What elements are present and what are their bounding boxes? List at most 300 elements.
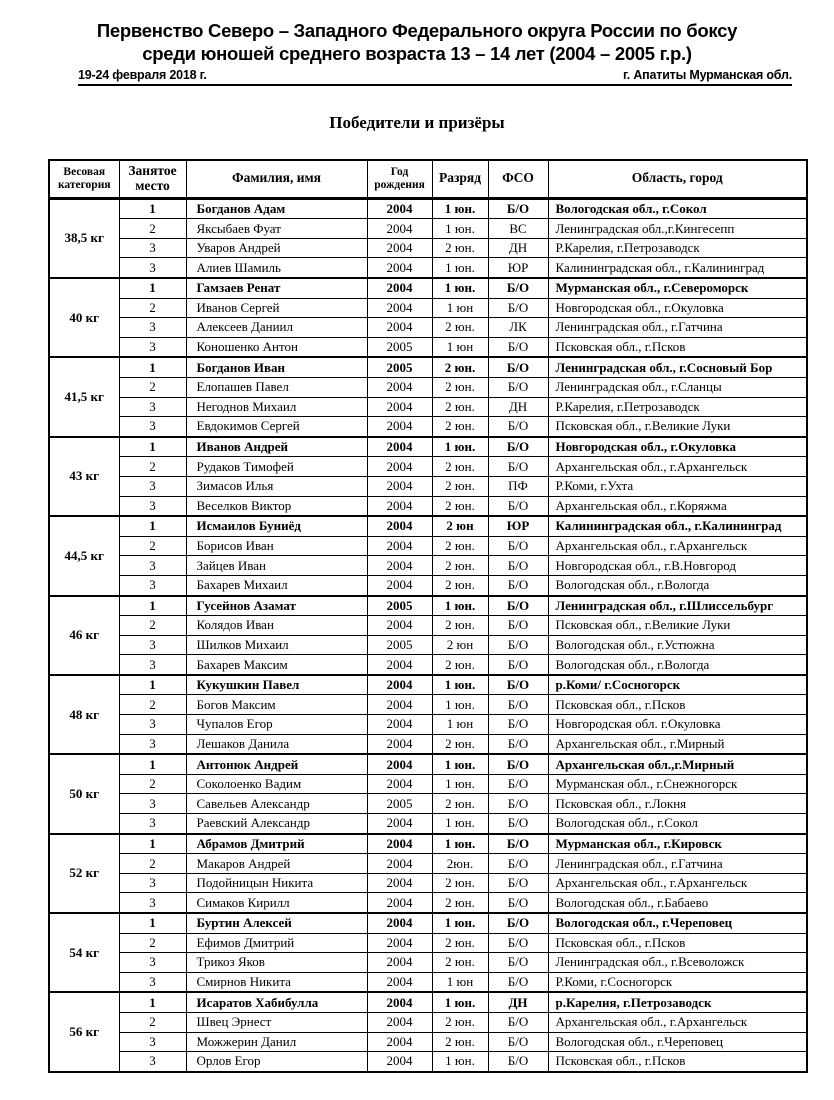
rank-cell: 2 юн. [432, 873, 488, 893]
fso-cell: Б/О [488, 278, 548, 298]
rank-cell: 1 юн. [432, 1052, 488, 1072]
column-header: Разряд [432, 160, 488, 198]
fso-cell: Б/О [488, 734, 548, 754]
athlete-name-cell: Антонюк Андрей [186, 754, 367, 774]
rank-cell: 1 юн. [432, 278, 488, 298]
fso-cell: Б/О [488, 953, 548, 973]
date-location-line [78, 68, 792, 86]
athlete-name-cell: Алексеев Даниил [186, 318, 367, 338]
place-cell: 3 [119, 893, 186, 913]
result-row [49, 397, 807, 417]
result-row [49, 893, 807, 913]
birth-year-cell: 2004 [367, 457, 432, 477]
rank-cell: 2 юн. [432, 556, 488, 576]
fso-cell: Б/О [488, 655, 548, 675]
fso-cell: Б/О [488, 457, 548, 477]
birth-year-cell: 2004 [367, 893, 432, 913]
place-cell: 3 [119, 238, 186, 258]
column-header: Область, город [548, 160, 807, 198]
rank-cell: 1 юн [432, 298, 488, 318]
region-city-cell: р.Карелия, г.Петрозаводск [548, 992, 807, 1012]
fso-cell: Б/О [488, 754, 548, 774]
birth-year-cell: 2004 [367, 318, 432, 338]
birth-year-cell: 2004 [367, 437, 432, 457]
region-city-cell: Вологодская обл., г.Бабаево [548, 893, 807, 913]
weight-group [49, 198, 807, 278]
region-city-cell: Вологодская обл., г.Вологда [548, 655, 807, 675]
result-row [49, 318, 807, 338]
fso-cell: Б/О [488, 377, 548, 397]
region-city-cell: Ленинградская обл., г.Сосновый Бор [548, 357, 807, 377]
birth-year-cell: 2004 [367, 933, 432, 953]
fso-cell: Б/О [488, 1052, 548, 1072]
birth-year-cell: 2004 [367, 278, 432, 298]
fso-cell: Б/О [488, 893, 548, 913]
place-cell: 1 [119, 357, 186, 377]
place-cell: 3 [119, 734, 186, 754]
athlete-name-cell: Уваров Андрей [186, 238, 367, 258]
place-cell: 1 [119, 834, 186, 854]
weight-group [49, 913, 807, 992]
fso-cell: Б/О [488, 854, 548, 874]
result-row [49, 198, 807, 219]
region-city-cell: Ленинградская обл., г.Шлиссельбург [548, 596, 807, 616]
rank-cell: 2юн. [432, 854, 488, 874]
birth-year-cell: 2004 [367, 476, 432, 496]
region-city-cell: Вологодская обл., г.Череповец [548, 1032, 807, 1052]
place-cell: 3 [119, 655, 186, 675]
fso-cell: Б/О [488, 675, 548, 695]
table-header-row [49, 160, 807, 198]
weight-group [49, 834, 807, 913]
region-city-cell: Псковская обл., г.Псков [548, 1052, 807, 1072]
place-cell: 3 [119, 635, 186, 655]
region-city-cell: Архангельская обл., г.Архангельск [548, 1012, 807, 1032]
birth-year-cell: 2004 [367, 814, 432, 834]
place-cell: 3 [119, 1032, 186, 1052]
fso-cell: ЮР [488, 516, 548, 536]
result-row [49, 596, 807, 616]
athlete-name-cell: Бахарев Максим [186, 655, 367, 675]
fso-cell: Б/О [488, 774, 548, 794]
place-cell: 1 [119, 278, 186, 298]
place-cell: 2 [119, 616, 186, 636]
rank-cell: 2 юн. [432, 616, 488, 636]
column-header: Занятое место [119, 160, 186, 198]
place-cell: 3 [119, 814, 186, 834]
region-city-cell: Р.Коми, г.Сосногорск [548, 972, 807, 992]
weight-group [49, 278, 807, 357]
birth-year-cell: 2004 [367, 397, 432, 417]
fso-cell: Б/О [488, 695, 548, 715]
rank-cell: 1 юн. [432, 695, 488, 715]
rank-cell: 2 юн. [432, 318, 488, 338]
fso-cell: Б/О [488, 596, 548, 616]
athlete-name-cell: Алиев Шамиль [186, 258, 367, 278]
rank-cell: 2 юн. [432, 933, 488, 953]
birth-year-cell: 2004 [367, 238, 432, 258]
rank-cell: 2 юн. [432, 893, 488, 913]
region-city-cell: Р.Карелия, г.Петрозаводск [548, 238, 807, 258]
fso-cell: Б/О [488, 873, 548, 893]
place-cell: 2 [119, 536, 186, 556]
birth-year-cell: 2004 [367, 655, 432, 675]
region-city-cell: Архангельская обл., г.Архангельск [548, 536, 807, 556]
result-row [49, 496, 807, 516]
result-row [49, 357, 807, 377]
region-city-cell: р.Коми/ г.Сосногорск [548, 675, 807, 695]
region-city-cell: Архангельская обл., г.Мирный [548, 734, 807, 754]
birth-year-cell: 2004 [367, 754, 432, 774]
result-row [49, 734, 807, 754]
region-city-cell: Вологодская обл., г.Сокол [548, 814, 807, 834]
birth-year-cell: 2004 [367, 298, 432, 318]
athlete-name-cell: Смирнов Никита [186, 972, 367, 992]
fso-cell: ДН [488, 992, 548, 1012]
region-city-cell: Ленинградская обл., г.Гатчина [548, 318, 807, 338]
weight-group [49, 437, 807, 516]
birth-year-cell: 2004 [367, 377, 432, 397]
place-cell: 1 [119, 992, 186, 1012]
fso-cell: ЛК [488, 318, 548, 338]
athlete-name-cell: Веселков Виктор [186, 496, 367, 516]
place-cell: 1 [119, 596, 186, 616]
region-city-cell: Вологодская обл., г.Череповец [548, 913, 807, 933]
birth-year-cell: 2004 [367, 516, 432, 536]
place-cell: 3 [119, 575, 186, 595]
athlete-name-cell: Соколоенко Вадим [186, 774, 367, 794]
column-header: Фамилия, имя [186, 160, 367, 198]
birth-year-cell: 2005 [367, 357, 432, 377]
birth-year-cell: 2004 [367, 417, 432, 437]
result-row [49, 437, 807, 457]
fso-cell: ДН [488, 397, 548, 417]
rank-cell: 1 юн. [432, 814, 488, 834]
result-row [49, 337, 807, 357]
place-cell: 3 [119, 318, 186, 338]
place-cell: 1 [119, 675, 186, 695]
fso-cell: Б/О [488, 575, 548, 595]
athlete-name-cell: Гусейнов Азамат [186, 596, 367, 616]
title-line-1: Первенство Северо – Западного Федерального округа России по боксу [96, 20, 738, 41]
birth-year-cell: 2004 [367, 1052, 432, 1072]
fso-cell: ПФ [488, 476, 548, 496]
rank-cell: 2 юн [432, 635, 488, 655]
athlete-name-cell: Исаратов Хабибулла [186, 992, 367, 1012]
event-dates: 19-24 февраля 2018 г. [78, 68, 207, 83]
region-city-cell: Псковская обл., г.Локня [548, 794, 807, 814]
athlete-name-cell: Буртин Алексей [186, 913, 367, 933]
weight-group [49, 357, 807, 436]
document-page [0, 20, 834, 1073]
birth-year-cell: 2004 [367, 675, 432, 695]
region-city-cell: Архангельская обл., г.Коряжма [548, 496, 807, 516]
rank-cell: 2 юн. [432, 357, 488, 377]
rank-cell: 1 юн. [432, 913, 488, 933]
region-city-cell: Псковская обл., г.Великие Луки [548, 616, 807, 636]
athlete-name-cell: Колядов Иван [186, 616, 367, 636]
results-table [48, 159, 808, 1073]
place-cell: 1 [119, 437, 186, 457]
athlete-name-cell: Елопашев Павел [186, 377, 367, 397]
result-row [49, 754, 807, 774]
result-row [49, 575, 807, 595]
fso-cell: Б/О [488, 337, 548, 357]
result-row [49, 536, 807, 556]
region-city-cell: Р.Карелия, г.Петрозаводск [548, 397, 807, 417]
athlete-name-cell: Негоднов Михаил [186, 397, 367, 417]
birth-year-cell: 2004 [367, 774, 432, 794]
result-row [49, 377, 807, 397]
region-city-cell: Мурманская обл., г.Североморск [548, 278, 807, 298]
fso-cell: Б/О [488, 1032, 548, 1052]
region-city-cell: Псковская обл., г.Псков [548, 695, 807, 715]
rank-cell: 2 юн. [432, 536, 488, 556]
place-cell: 1 [119, 754, 186, 774]
athlete-name-cell: Швец Эрнест [186, 1012, 367, 1032]
fso-cell: Б/О [488, 437, 548, 457]
birth-year-cell: 2004 [367, 734, 432, 754]
athlete-name-cell: Богданов Иван [186, 357, 367, 377]
place-cell: 2 [119, 298, 186, 318]
rank-cell: 1 юн [432, 337, 488, 357]
result-row [49, 219, 807, 239]
fso-cell: Б/О [488, 1012, 548, 1032]
result-row [49, 556, 807, 576]
fso-cell: Б/О [488, 417, 548, 437]
athlete-name-cell: Евдокимов Сергей [186, 417, 367, 437]
rank-cell: 1 юн. [432, 596, 488, 616]
athlete-name-cell: Можжерин Данил [186, 1032, 367, 1052]
weight-category-cell: 44,5 кг [49, 516, 119, 595]
region-city-cell: Ленинградская обл.,г.Кингесепп [548, 219, 807, 239]
column-header: Весовая категория [49, 160, 119, 198]
rank-cell: 1 юн. [432, 675, 488, 695]
fso-cell: Б/О [488, 834, 548, 854]
weight-category-cell: 48 кг [49, 675, 119, 754]
title-line-2: среди юношей среднего возраста 13 – 14 лет (2004 – 2005 г.р.) [142, 42, 692, 64]
fso-cell: Б/О [488, 715, 548, 735]
result-row [49, 933, 807, 953]
place-cell: 1 [119, 198, 186, 219]
athlete-name-cell: Иванов Андрей [186, 437, 367, 457]
fso-cell: Б/О [488, 298, 548, 318]
rank-cell: 1 юн [432, 972, 488, 992]
rank-cell: 1 юн. [432, 258, 488, 278]
result-row [49, 298, 807, 318]
birth-year-cell: 2005 [367, 635, 432, 655]
birth-year-cell: 2004 [367, 575, 432, 595]
birth-year-cell: 2004 [367, 834, 432, 854]
rank-cell: 2 юн. [432, 655, 488, 675]
fso-cell: Б/О [488, 198, 548, 219]
weight-category-cell: 52 кг [49, 834, 119, 913]
birth-year-cell: 2004 [367, 972, 432, 992]
place-cell: 3 [119, 715, 186, 735]
region-city-cell: Вологодская обл., г.Устюжна [548, 635, 807, 655]
birth-year-cell: 2004 [367, 616, 432, 636]
place-cell: 3 [119, 1052, 186, 1072]
rank-cell: 2 юн. [432, 457, 488, 477]
result-row [49, 814, 807, 834]
place-cell: 2 [119, 377, 186, 397]
athlete-name-cell: Подойницын Никита [186, 873, 367, 893]
birth-year-cell: 2005 [367, 337, 432, 357]
place-cell: 3 [119, 397, 186, 417]
region-city-cell: Псковская обл., г.Великие Луки [548, 417, 807, 437]
rank-cell: 2 юн. [432, 238, 488, 258]
athlete-name-cell: Зимасов Илья [186, 476, 367, 496]
region-city-cell: Новгородская обл., г.Окуловка [548, 437, 807, 457]
birth-year-cell: 2005 [367, 794, 432, 814]
region-city-cell: Новгородская обл., г.В.Новгород [548, 556, 807, 576]
athlete-name-cell: Гамзаев Ренат [186, 278, 367, 298]
region-city-cell: Архангельская обл., г.Архангельск [548, 873, 807, 893]
rank-cell: 1 юн. [432, 992, 488, 1012]
region-city-cell: Вологодская обл., г.Сокол [548, 198, 807, 219]
result-row [49, 258, 807, 278]
rank-cell: 2 юн. [432, 953, 488, 973]
result-row [49, 616, 807, 636]
fso-cell: Б/О [488, 357, 548, 377]
region-city-cell: Мурманская обл., г.Снежногорск [548, 774, 807, 794]
athlete-name-cell: Кукушкин Павел [186, 675, 367, 695]
result-row [49, 794, 807, 814]
birth-year-cell: 2004 [367, 556, 432, 576]
birth-year-cell: 2004 [367, 258, 432, 278]
place-cell: 3 [119, 258, 186, 278]
rank-cell: 2 юн. [432, 1012, 488, 1032]
athlete-name-cell: Лешаков Данила [186, 734, 367, 754]
weight-category-cell: 38,5 кг [49, 198, 119, 278]
region-city-cell: Р.Коми, г.Ухта [548, 476, 807, 496]
place-cell: 3 [119, 972, 186, 992]
place-cell: 3 [119, 873, 186, 893]
place-cell: 3 [119, 556, 186, 576]
result-row [49, 1012, 807, 1032]
rank-cell: 1 юн. [432, 198, 488, 219]
fso-cell: Б/О [488, 972, 548, 992]
birth-year-cell: 2004 [367, 953, 432, 973]
rank-cell: 2 юн. [432, 734, 488, 754]
fso-cell: Б/О [488, 496, 548, 516]
rank-cell: 2 юн. [432, 476, 488, 496]
fso-cell: Б/О [488, 556, 548, 576]
place-cell: 2 [119, 219, 186, 239]
athlete-name-cell: Чупалов Егор [186, 715, 367, 735]
fso-cell: Б/О [488, 616, 548, 636]
place-cell: 3 [119, 794, 186, 814]
athlete-name-cell: Абрамов Дмитрий [186, 834, 367, 854]
birth-year-cell: 2005 [367, 596, 432, 616]
result-row [49, 873, 807, 893]
weight-category-cell: 54 кг [49, 913, 119, 992]
region-city-cell: Псковская обл., г.Псков [548, 337, 807, 357]
birth-year-cell: 2004 [367, 1032, 432, 1052]
result-row [49, 854, 807, 874]
region-city-cell: Калининградская обл., г.Калининград [548, 516, 807, 536]
athlete-name-cell: Борисов Иван [186, 536, 367, 556]
fso-cell: Б/О [488, 933, 548, 953]
rank-cell: 2 юн. [432, 1032, 488, 1052]
place-cell: 3 [119, 496, 186, 516]
result-row [49, 675, 807, 695]
column-header: ФСО [488, 160, 548, 198]
athlete-name-cell: Зайцев Иван [186, 556, 367, 576]
event-location: г. Апатиты Мурманская обл. [623, 68, 792, 83]
region-city-cell: Ленинградская обл., г.Сланцы [548, 377, 807, 397]
region-city-cell: Архангельская обл.,г.Мирный [548, 754, 807, 774]
result-row [49, 972, 807, 992]
result-row [49, 992, 807, 1012]
birth-year-cell: 2004 [367, 496, 432, 516]
athlete-name-cell: Симаков Кирилл [186, 893, 367, 913]
fso-cell: Б/О [488, 536, 548, 556]
birth-year-cell: 2004 [367, 219, 432, 239]
place-cell: 3 [119, 476, 186, 496]
athlete-name-cell: Рудаков Тимофей [186, 457, 367, 477]
birth-year-cell: 2004 [367, 715, 432, 735]
birth-year-cell: 2004 [367, 992, 432, 1012]
place-cell: 2 [119, 933, 186, 953]
result-row [49, 417, 807, 437]
result-row [49, 516, 807, 536]
document-title [48, 20, 786, 65]
result-row [49, 1032, 807, 1052]
birth-year-cell: 2004 [367, 695, 432, 715]
weight-category-cell: 56 кг [49, 992, 119, 1071]
place-cell: 3 [119, 417, 186, 437]
athlete-name-cell: Богов Максим [186, 695, 367, 715]
result-row [49, 953, 807, 973]
birth-year-cell: 2004 [367, 536, 432, 556]
rank-cell: 1 юн. [432, 754, 488, 774]
birth-year-cell: 2004 [367, 873, 432, 893]
fso-cell: ЮР [488, 258, 548, 278]
weight-category-cell: 40 кг [49, 278, 119, 357]
result-row [49, 457, 807, 477]
region-city-cell: Калининградская обл., г.Калининград [548, 258, 807, 278]
birth-year-cell: 2004 [367, 854, 432, 874]
weight-group [49, 754, 807, 833]
weight-group [49, 596, 807, 675]
fso-cell: ДН [488, 238, 548, 258]
athlete-name-cell: Шилков Михаил [186, 635, 367, 655]
athlete-name-cell: Макаров Андрей [186, 854, 367, 874]
birth-year-cell: 2004 [367, 198, 432, 219]
region-city-cell: Псковская обл., г.Псков [548, 933, 807, 953]
place-cell: 1 [119, 913, 186, 933]
weight-group [49, 992, 807, 1071]
region-city-cell: Вологодская обл., г.Вологда [548, 575, 807, 595]
weight-category-cell: 41,5 кг [49, 357, 119, 436]
region-city-cell: Ленинградская обл., г.Гатчина [548, 854, 807, 874]
rank-cell: 2 юн. [432, 377, 488, 397]
athlete-name-cell: Богданов Адам [186, 198, 367, 219]
region-city-cell: Новгородская обл. г.Окуловка [548, 715, 807, 735]
fso-cell: Б/О [488, 794, 548, 814]
weight-category-cell: 50 кг [49, 754, 119, 833]
rank-cell: 2 юн. [432, 496, 488, 516]
athlete-name-cell: Орлов Егор [186, 1052, 367, 1072]
region-city-cell: Архангельская обл., г.Архангельск [548, 457, 807, 477]
fso-cell: Б/О [488, 635, 548, 655]
place-cell: 3 [119, 337, 186, 357]
rank-cell: 2 юн. [432, 397, 488, 417]
rank-cell: 1 юн [432, 715, 488, 735]
result-row [49, 695, 807, 715]
result-row [49, 774, 807, 794]
